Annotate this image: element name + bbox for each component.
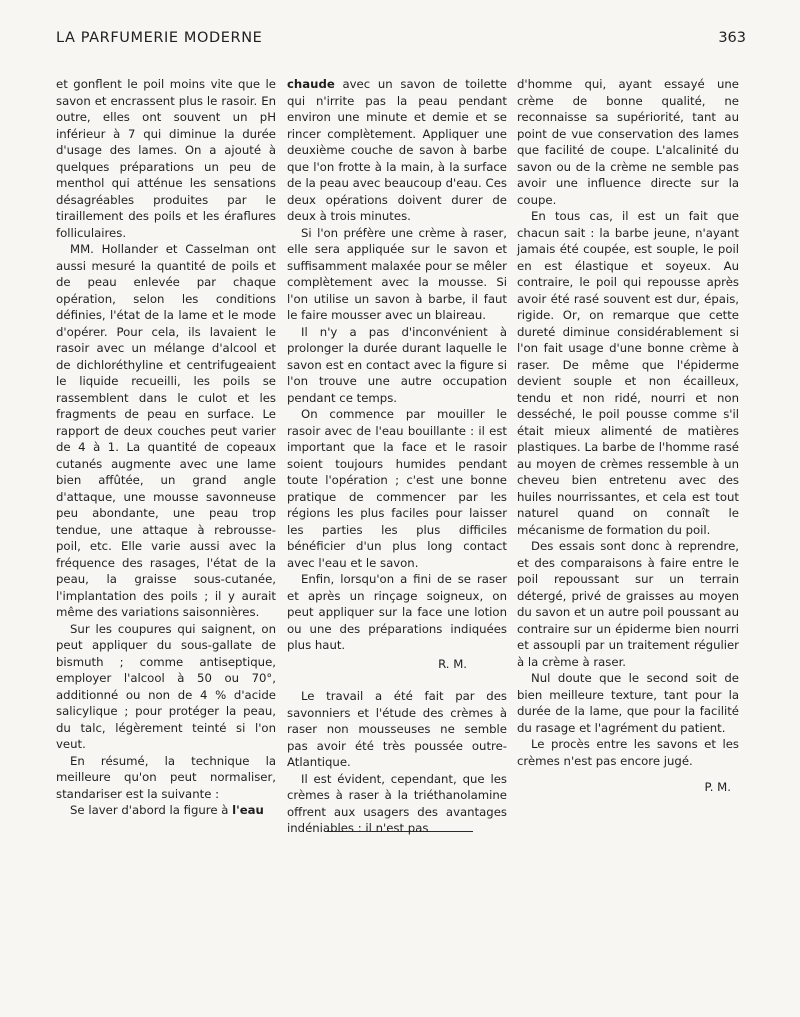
paragraph: On commence par mouiller le rasoir avec de l'eau bouillante : il est important que la face et le rasoir soient toujours humides pendant toute l'opération ; c'est une bonne pratique de commencer par les régions les plus faciles pour laisser les parties les plus difficiles bénéficier d'un plus long contact avec l'eau et le savon. (287, 407, 507, 570)
paragraph (287, 76, 507, 225)
paragraph: MM. Hollander et Casselman ont aussi mesuré la quantité de poils et de peau enlevée par chaque opération, selon les conditions définies, l'état de la lame et le mode d'opérer. Pour cela, ils lavaient le rasoir avec un mélange d'alcool et de dichloréthyline et centrifugeaient le liquide recueilli, les poils se rassemblent dans le culot et les fragments de peau en surface. Le rapport de deux couches peut varier de 4 à 1. La quantité de copeaux cutanés augmente avec une lame bien affûtée, un grand angle d'attaque, une mousse savonneuse peu abondante, une peau trop tendue, une attaque à rebrousse-poil, etc. Elle varie aussi avec la fréquence des rasages, l'état de la peau, la graisse sous-cutanée, l'implantation des poils ; il y aurait même des variations saisonnières. (56, 242, 276, 619)
paragraph-text: avec un savon de toilette qui n'irrite pas la peau pendant environ une minute et demie et se rincer complètement. Appliquer une deuxième couche de savon à barbe que l'on frotte à la main, à la surface de la peau avec beaucoup d'eau. Ces deux opérations doivent durer de deux à trois minutes. (287, 77, 507, 223)
text-column-3 (517, 76, 739, 796)
paragraph: Le procès entre les savons et les crèmes n'est pas encore jugé. (517, 737, 739, 768)
bold-text: chaude (287, 77, 335, 91)
paragraph: Il n'y a pas d'inconvénient à prolonger la durée durant laquelle le savon est en contact avec la figure si l'on trouve une autre occupation pendant ce temps. (287, 324, 507, 405)
signature: R. M. (438, 656, 467, 671)
paragraph: d'homme qui, ayant essayé une crème de bonne qualité, ne reconnaisse sa supériorité, tant au point de vue conservation des lames que facilité de coupe. L'alcalinité du savon ou de la crème ne semble pas avoir une influence directe sur la coupe. (517, 77, 739, 207)
paragraph: Enfin, lorsqu'on a fini de se raser et après un rinçage soigneux, on peut appliquer sur la face une lotion ou une des préparations indiquées plus haut. (287, 572, 507, 652)
section-divider (327, 831, 473, 832)
text-column-2 (287, 76, 507, 837)
paragraph: Nul doute que le second soit de bien meilleure texture, tant pour la durée de la lame, que pour la facilité du rasage et l'agrément du patient. (517, 671, 739, 735)
paragraph: En résumé, la technique la meilleure qu'on peut normaliser, standariser est la suivante : (56, 753, 276, 801)
paragraph: Si l'on préfère une crème à raser, elle sera appliquée sur le savon et suffisamment malaxée pour se mêler complètement avec la mousse. Si l'on utilise un savon à barbe, il faut le faire mousser avec un blaireau. (287, 225, 507, 322)
text-column-1 (56, 76, 276, 819)
paragraph: Le travail a été fait par des savonniers et l'étude des crèmes à raser non mousseuses ne semble pas avoir été très poussée outre-Atlantique. (287, 689, 507, 769)
paragraph: Sur les coupures qui saignent, on peut appliquer du sous-gallate de bismuth ; comme antiseptique, employer l'alcool à 50 ou 70°, additionné ou non de 4 % d'acide salicylique ; pour protéger la peau, du talc, légèrement teinté si l'on veut. (56, 621, 276, 751)
paragraph: Des essais sont donc à reprendre, et des comparaisons à faire entre le poil repoussant sur un terrain détergé, privé de graisses au moyen du savon et un autre poil poussant au contraire sur un épiderme bien nourri et assoupli par un traitement régulier à la crème à raser. (517, 539, 739, 669)
paragraph (56, 802, 276, 819)
bold-text: l'eau (232, 803, 264, 817)
running-header-title: LA PARFUMERIE MODERNE (56, 30, 263, 46)
signature: P. M. (704, 780, 731, 794)
paragraph: Il est évident, cependant, que les crèmes à raser à la triéthanolamine offrent aux usagers des avantages indéniables : il n'est pas (287, 771, 507, 835)
spacer (287, 672, 507, 688)
paragraph: En tous cas, il est un fait que chacun sait : la barbe jeune, n'ayant jamais été coupée, est souple, le poil en est élastique et soyeux. Au contraire, le poil qui repousse après avoir été rasé souvent est dur, épais, rigide. Or, on remarque que cette dureté diminue considérablement si l'on fait usage d'une bonne crème à raser. De même que l'épiderme devient souple et non écailleux, tendu et non ridé, nourri et non desséché, le poil pousse comme s'il était mieux alimenté de matières plastiques. La barbe de l'homme rasé au moyen de crèmes ressemble à un cheveu bien entretenu avec des huiles nourrissantes, et cela est tout naturel quand on connaît le mécanisme de formation du poil. (517, 209, 739, 537)
paragraph: et gonflent le poil moins vite que le savon et encrassent plus le rasoir. En outre, elles ont souvent un pH inférieur à 7 qui diminue la durée d'usage des lames. On a ajouté à quelques préparations un peu de menthol qui atténue les sensations désagréables produites par le tiraillement des poils et les éraflures folliculaires. (56, 77, 276, 240)
paragraph-text: Se laver d'abord la figure à (70, 803, 233, 817)
page-number: 363 (718, 30, 746, 46)
